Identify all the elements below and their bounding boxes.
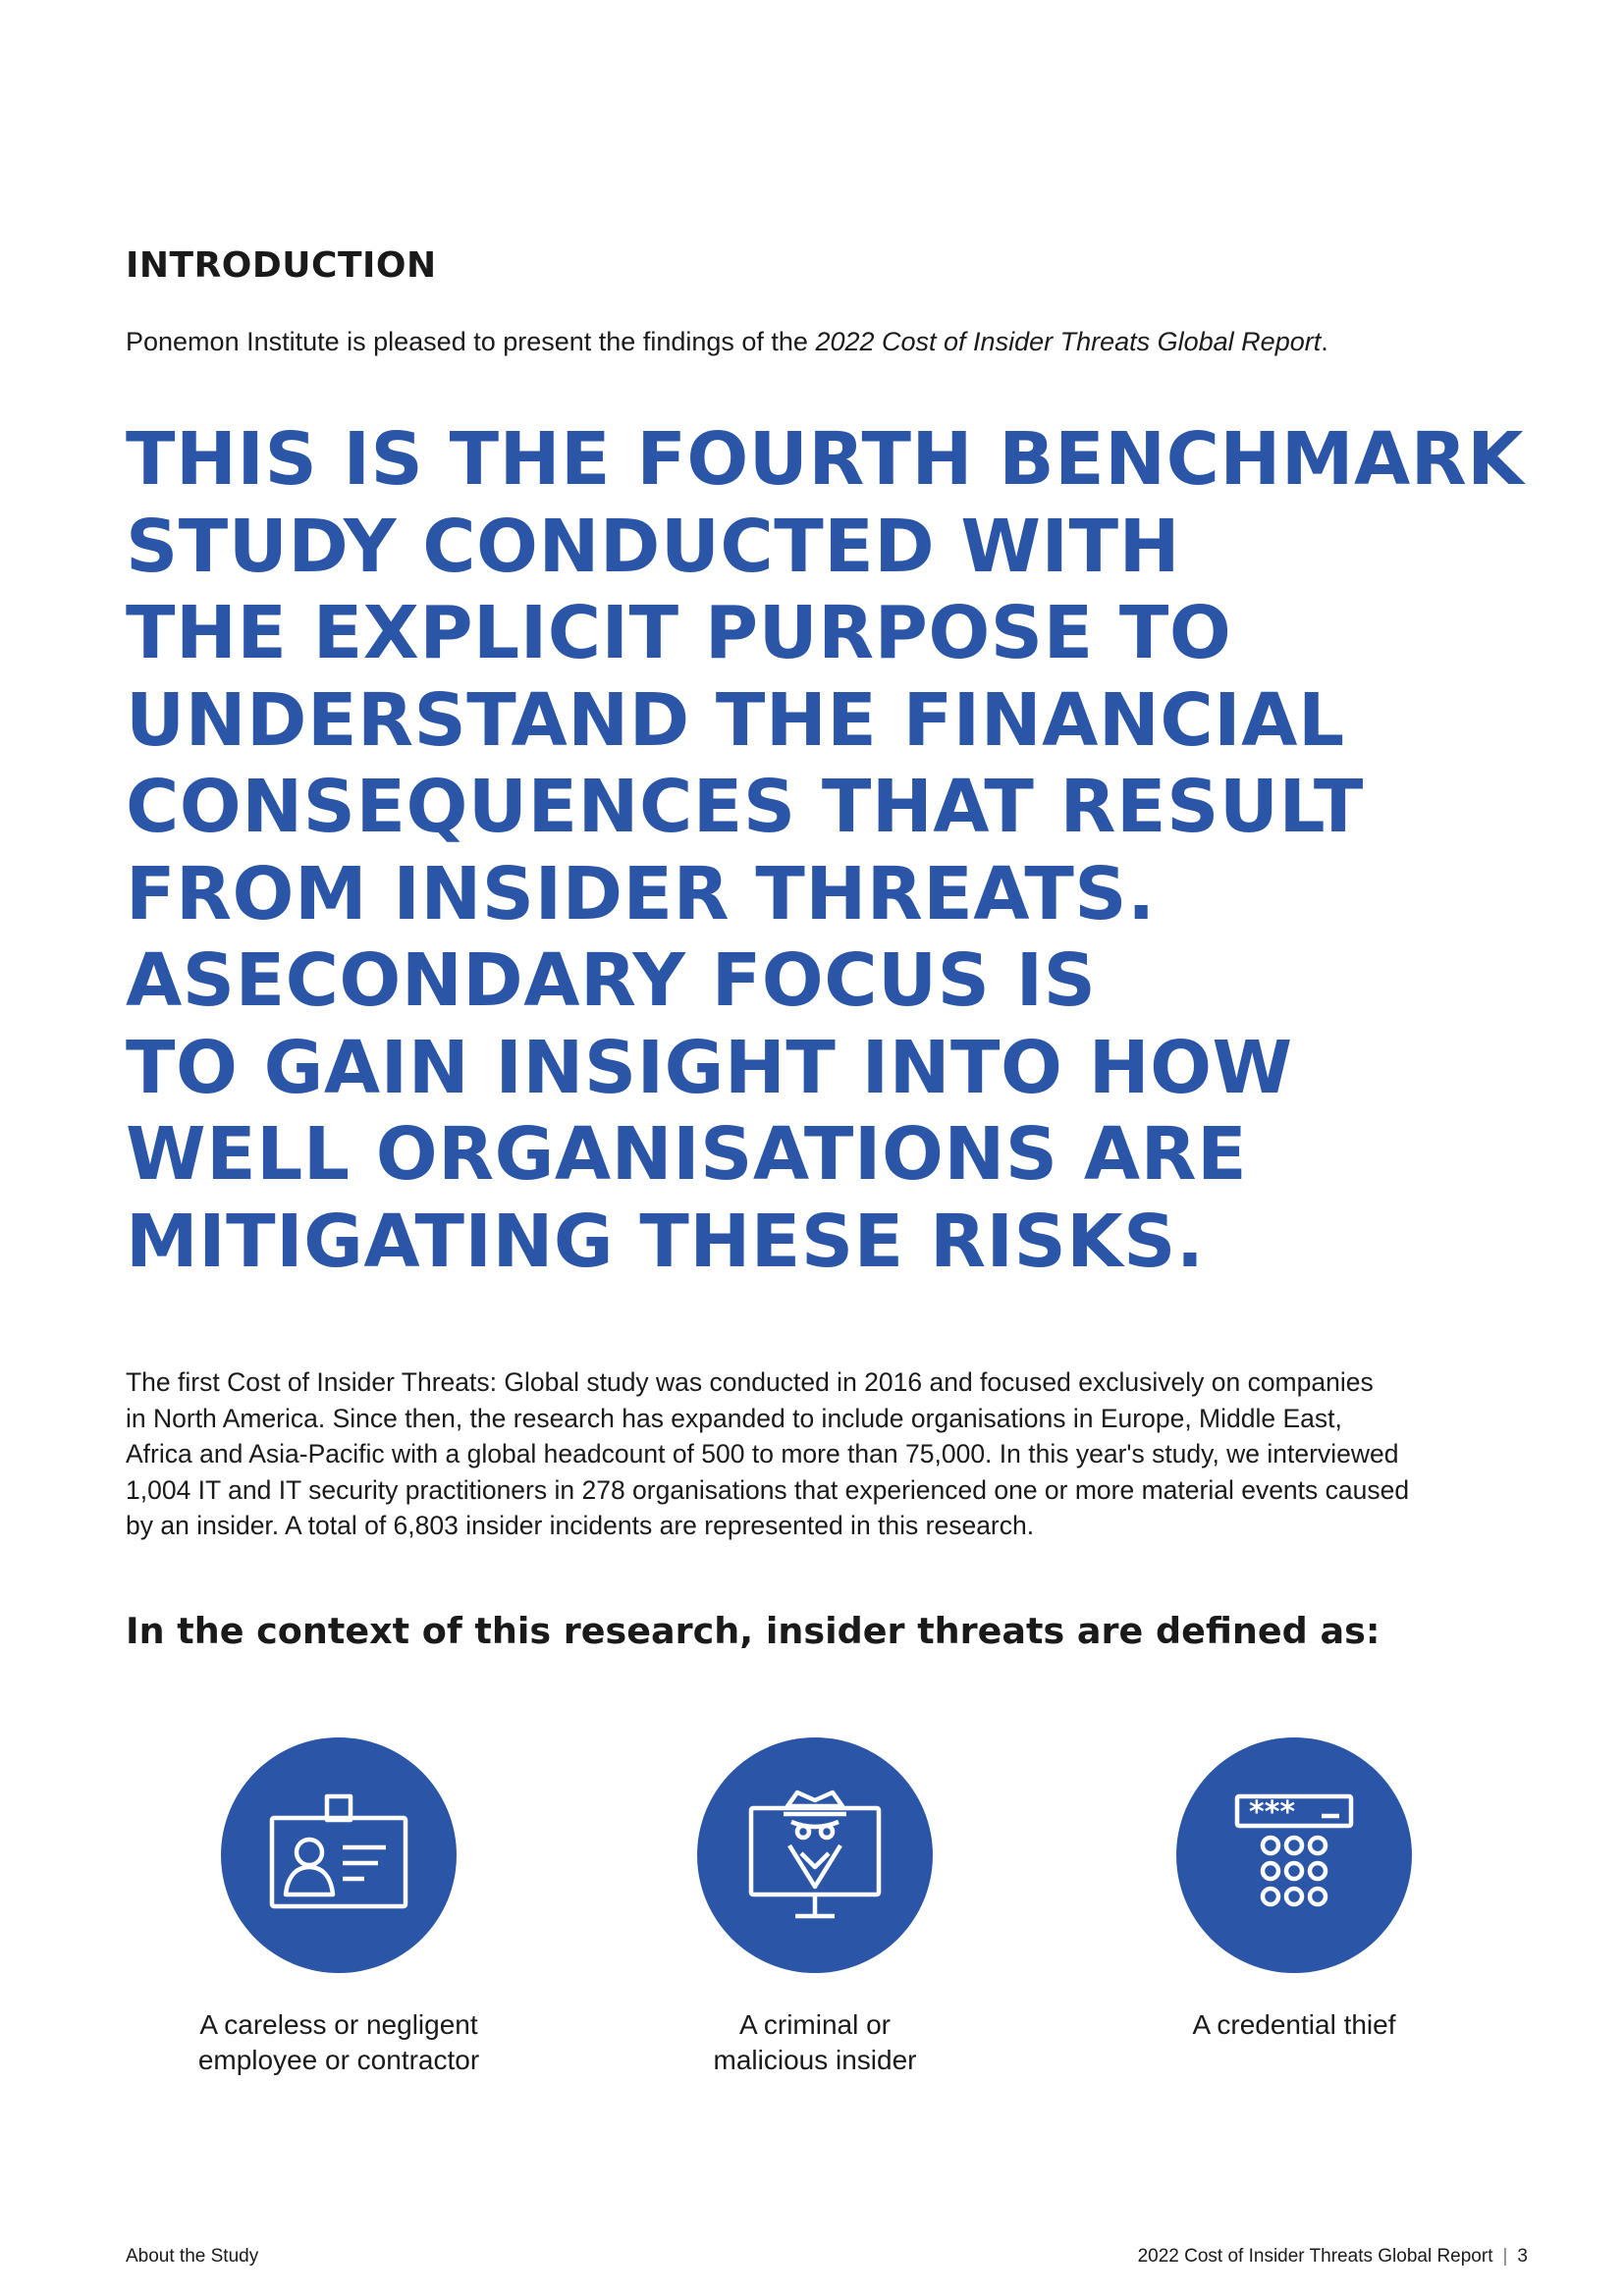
intro-paragraph <box>126 327 1328 357</box>
footer-separator: | <box>1502 2246 1508 2267</box>
page-number: 3 <box>1517 2246 1528 2267</box>
headline-line: WELL ORGANISATIONS ARE <box>126 1112 1248 1197</box>
password-keypad-icon <box>1176 1737 1412 1973</box>
body-paragraph <box>126 1364 1520 1544</box>
report-title: 2022 Cost of Insider Threats Global Report <box>815 327 1322 356</box>
intro-prefix: Ponemon Institute is pleased to present the findings of the <box>126 327 816 356</box>
headline-line: ASECONDARY FOCUS IS <box>126 938 1097 1023</box>
body-line: Africa and Asia-Pacific with a global headcount of 500 to more than 75,000. In this year's study, we interviewed <box>126 1439 1399 1468</box>
intro-suffix: . <box>1321 327 1328 356</box>
threat-caption-credential-thief: A credential thief <box>1192 2009 1396 2040</box>
headline-line: CONSEQUENCES THAT RESULT <box>126 765 1364 849</box>
threat-caption-negligent: A careless or negligent employee or contractor <box>197 2009 480 2075</box>
headline <box>126 416 1540 1285</box>
headline-line: FROM INSIDER THREATS. <box>126 851 1156 936</box>
body-line: by an insider. A total of 6,803 insider incidents are represented in this research. <box>126 1511 1035 1540</box>
headline-line: STUDY CONDUCTED WITH <box>126 504 1181 589</box>
footer-report-title: 2022 Cost of Insider Threats Global Report <box>1137 2246 1493 2267</box>
threat-caption-malicious: A criminal or malicious insider <box>713 2009 917 2075</box>
context-heading: In the context of this research, insider threats are defined as: <box>126 1610 1380 1652</box>
headline-line: THE EXPLICIT PURPOSE TO <box>126 591 1232 675</box>
headline-line: UNDERSTAND THE FINANCIAL <box>126 677 1345 763</box>
headline-line: TO GAIN INSIGHT INTO HOW <box>126 1025 1293 1110</box>
headline-line: MITIGATING THESE RISKS. <box>126 1199 1205 1284</box>
footer-report-info <box>1138 2246 1528 2268</box>
body-line: in North America. Since then, the research has expanded to include organisations in Europe, Middle East, <box>126 1403 1342 1433</box>
masked-insider-monitor-icon <box>697 1737 933 1973</box>
id-badge-icon <box>221 1737 457 1973</box>
section-title: INTRODUCTION <box>126 245 437 286</box>
footer-section-label: About the Study <box>126 2246 259 2267</box>
svg-text:***: *** <box>1249 1795 1296 1830</box>
body-line: 1,004 IT and IT security practitioners in 278 organisations that experienced one or more material events caused <box>126 1474 1410 1505</box>
body-line: The first Cost of Insider Threats: Global study was conducted in 2016 and focused exclusively on companies <box>126 1367 1374 1397</box>
headline-line: THIS IS THE FOURTH BENCHMARK <box>126 417 1525 502</box>
